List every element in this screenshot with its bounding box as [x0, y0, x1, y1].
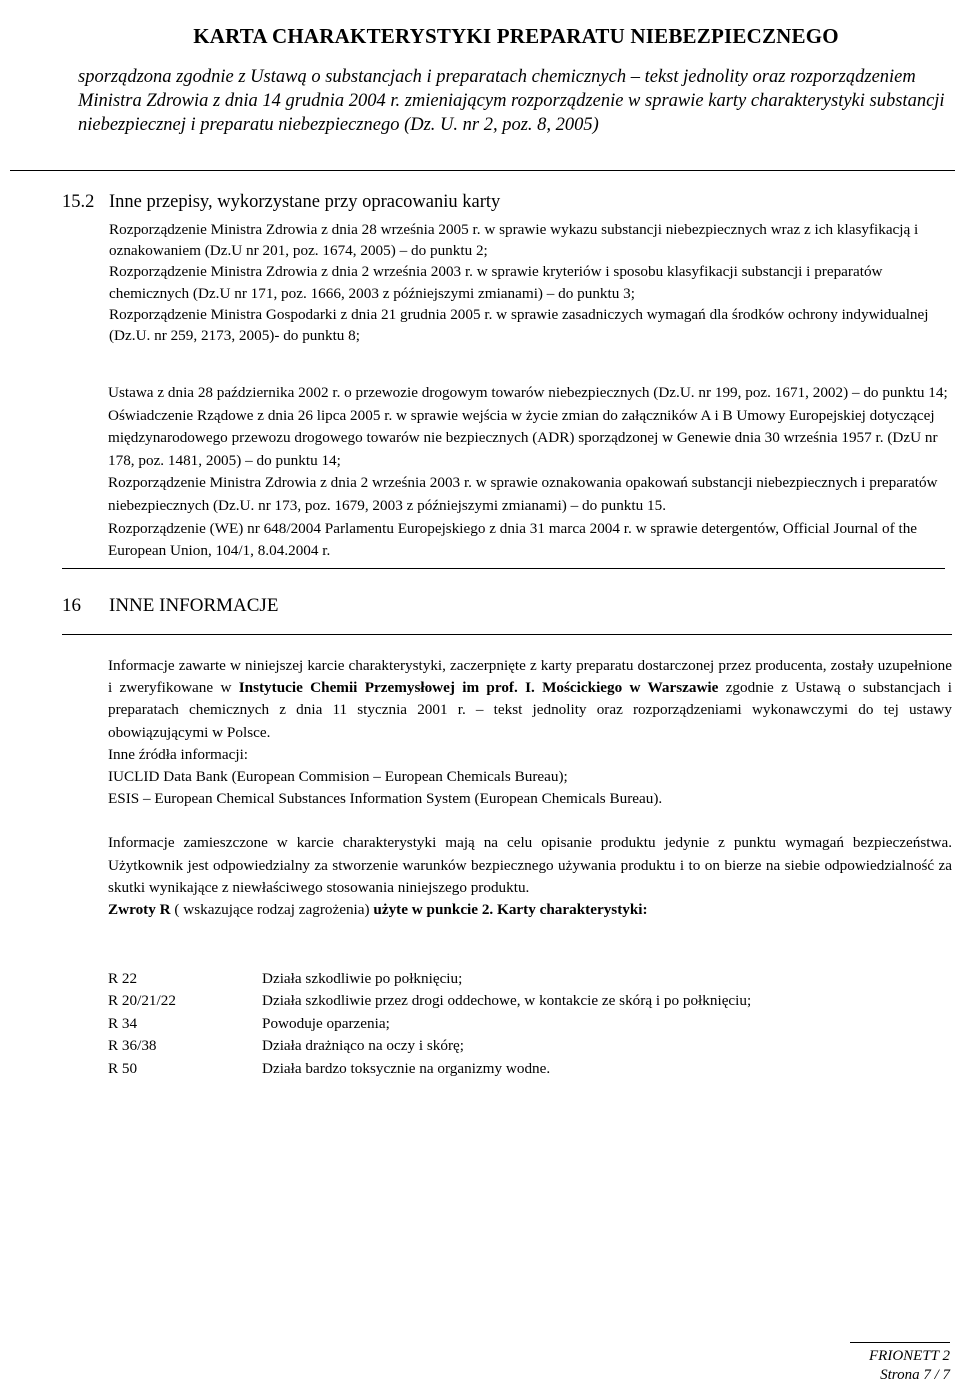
section-16-title: INNE INFORMACJE	[109, 595, 279, 616]
reference-item: Rozporządzenie Ministra Zdrowia z dnia 2 września 2003 r. w sprawie oznakowania opakowań substancji niebezpiecznych i preparatów niebezpiecznych (Dz.U. nr 173, poz. 1679, 2003 z późniejszymi zmianami) – do punktu 15.	[108, 474, 938, 514]
r-phrase-text: Działa drażniąco na oczy i skórę;	[262, 1037, 464, 1055]
footer-divider	[850, 1342, 950, 1343]
document-title: KARTA CHARAKTERYSTYKI PREPARATU NIEBEZPIECZNEGO	[193, 24, 839, 48]
section-16-body	[108, 655, 952, 921]
section-15-2-heading	[62, 192, 952, 213]
section-15-2-number: 15.2	[62, 192, 95, 212]
source-item: IUCLID Data Bank (European Commision – European Chemicals Bureau);	[108, 768, 568, 786]
r-phrase-text: Działa szkodliwie po połknięciu;	[262, 970, 463, 987]
disclaimer-paragraph: Informacje zamieszczone w karcie charakterystyki mają na celu opisanie produktu jedynie z punktu wymagań bezpieczeństwa. Użytkownik jest odpowiedzialny za stworzenie warunków bezpiecznego używania produktu i to on bierze na siebie odpowiedzialność za skutki wynikające z niewłaściwego stosowania niniejszego produktu.	[108, 834, 952, 896]
section-15-2-refs	[109, 219, 949, 346]
footer-page-number: Strona 7 / 7	[880, 1367, 950, 1383]
reference-item: Rozporządzenie Ministra Gospodarki z dnia 21 grudnia 2005 r. w sprawie zasadniczych wymagań dla środków ochrony indywidualnej (Dz.U. nr 259, 2173, 2005)- do punktu 8;	[109, 305, 929, 345]
page-footer	[869, 1347, 950, 1385]
source-item: ESIS – European Chemical Substances Information System (European Chemicals Bureau).	[108, 790, 663, 808]
sources-label: Inne źródła informacji:	[108, 745, 249, 763]
info-paragraph	[108, 655, 952, 744]
institute-name: Instytucie Chemii Przemysłowej im prof. I. Mościckiego w Warszawie	[238, 679, 719, 697]
section-16-number: 16	[62, 595, 81, 616]
reference-item: Rozporządzenie Ministra Zdrowia z dnia 2 września 2003 r. w sprawie kryteriów i sposobu klasyfikacji substancji i preparatów chemicznych (Dz.U nr 171, poz. 1666, 2003 z późniejszymi zmianami) – do punktu 3;	[109, 263, 883, 302]
r-phrase-code: R 22	[108, 970, 138, 987]
reference-item: Oświadczenie Rządowe z dnia 26 lipca 2005 r. w sprawie wejścia w życie zmian do załączników A i B Umowy Europejskiej dotyczącej międzynarodowego przewozu drogowego towarów nie bezpiecznych (ADR) sporządzonej w Genewie dnia 30 września 1957 r. (DzU nr 178, poz. 1481, 2005) – do punktu 14;	[108, 406, 938, 469]
document-subtitle: sporządzona zgodnie z Ustawą o substancjach i preparatach chemicznych – tekst jednolity oraz rozporządzeniem Ministra Zdrowia z dnia 14 grudnia 2004 r. zmieniającym rozporządzenie w sprawie karty charakterystyki substancji niebezpiecznej i preparatu niebezpiecznego (Dz. U. nr 2, poz. 8, 2005)	[78, 67, 945, 135]
r-phrase-text: Działa szkodliwie przez drogi oddechowe, w kontakcie ze skórą i po połknięciu;	[262, 992, 752, 1010]
info-text: zgodnie z Ustawą o substancjach i preparatach chemicznych z dnia 11 stycznia 2001 r. – tekst jednolity oraz rozporządzeniami wykonawczymi do tej ustawy obowiązującymi w Polsce.	[108, 679, 952, 741]
r-phrase-code: R 34	[108, 1014, 138, 1032]
r-phrases-table	[108, 968, 751, 1080]
r-phrases-heading-c: użyte w punkcie 2. Karty charakterystyki:	[373, 901, 648, 919]
info-text: Informacje zawarte w niniejszej karcie charakterystyki, zaczerpnięte z karty preparatu dostarczonej przez producenta, zostały uzupełnione i zweryfikowane w	[108, 657, 952, 697]
header-divider	[10, 170, 955, 171]
r-phrase-code: R 50	[108, 1059, 138, 1077]
r-phrase-row	[108, 1013, 751, 1035]
sources-block	[108, 744, 952, 811]
reference-item: Rozporządzenie (WE) nr 648/2004 Parlamentu Europejskiego z dnia 31 marca 2004 r. w sprawie detergentów, Official Journal of the European Union, 104/1, 8.04.2004 r.	[108, 519, 918, 560]
r-phrase-row	[108, 1058, 751, 1080]
r-phrase-code: R 20/21/22	[108, 992, 176, 1010]
reference-item: Rozporządzenie Ministra Zdrowia z dnia 28 września 2005 r. w sprawie wykazu substancji niebezpiecznych wraz z ich klasyfikacją i oznakowaniem (Dz.U nr 201, poz. 1674, 2005) – do punktu 2;	[109, 221, 919, 260]
section-15-2-title: Inne przepisy, wykorzystane przy opracowaniu karty	[109, 192, 501, 212]
section-divider-top	[62, 568, 945, 569]
section-divider-bottom	[62, 634, 952, 635]
section-15-2	[62, 192, 952, 345]
r-phrases-heading-a: Zwroty R	[108, 901, 171, 919]
r-phrases-heading-b: ( wskazujące rodzaj zagrożenia)	[170, 901, 374, 919]
footer-product: FRIONETT 2	[869, 1348, 950, 1364]
r-phrase-code: R 36/38	[108, 1037, 157, 1055]
r-phrase-text: Powoduje oparzenia;	[262, 1014, 390, 1032]
r-phrase-row	[108, 968, 751, 990]
r-phrases-heading	[108, 899, 952, 921]
document-header	[78, 24, 948, 137]
section-15-2-refs-cont	[108, 382, 953, 563]
section-16-heading	[62, 595, 278, 617]
r-phrase-row	[108, 1035, 751, 1057]
r-phrase-text: Działa bardzo toksycznie na organizmy wodne.	[262, 1059, 551, 1077]
r-phrase-row	[108, 990, 751, 1012]
reference-item: Ustawa z dnia 28 października 2002 r. o przewozie drogowym towarów niebezpiecznych (Dz.U. nr 199, poz. 1671, 2002) – do punktu 14;	[108, 384, 948, 401]
